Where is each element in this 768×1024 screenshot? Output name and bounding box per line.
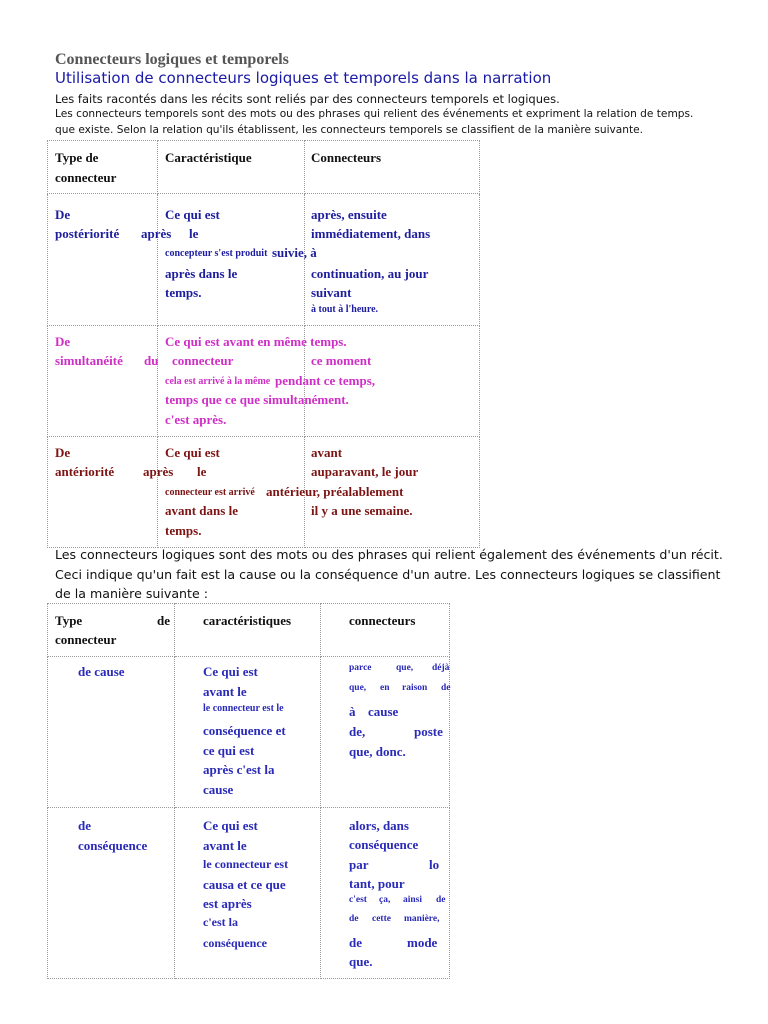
row-consequence-type [48,808,175,979]
cell-line: cause [203,782,234,797]
row-posteriority-characteristic [158,194,317,326]
cell-line: poste [414,724,443,739]
cell-line: causa et ce que [203,877,286,892]
row-cause-type [48,657,175,808]
row-consequence-characteristics [175,808,321,979]
cell-line: de [441,683,451,693]
cell-line: cette [372,914,391,924]
cell-line: simultanéité [55,353,123,368]
cell-line: ce moment [311,353,372,368]
row-consequence-connectors [321,808,450,979]
cell-line: immédiatement, dans [311,226,431,241]
header-cell-type [48,141,158,194]
header-type-word: Type [55,613,83,628]
logical-connectors-table [47,603,450,979]
table-row [48,326,480,437]
cell-line: que, [349,683,367,693]
cell-line: antériorité [55,464,115,479]
header-type-line-2: connecteur [55,170,117,185]
cell-line: après [143,464,174,479]
cell-line: Ce qui est [203,664,258,679]
cell-line: connecteur est arrivé [165,487,255,498]
cell-line: connecteur [172,353,234,368]
header-type-word: connecteur [55,632,117,647]
cell-line: De [55,334,71,349]
cell-line: de [349,935,362,950]
cell-line: ainsi [403,895,423,905]
cell-line: temps que ce que simultanément. [165,392,349,407]
page-subheading: Utilisation de connecteurs logiques et temporels dans la narration [55,69,552,87]
cell-line: manière, [404,914,440,924]
header-type-word: de [157,613,170,628]
cell-line: c'est [349,895,367,905]
row-anteriority-connectors [305,437,480,548]
middle-paragraph-line-1: Les connecteurs logiques sont des mots ou des phrases qui relient également des événements d'un récit. [55,547,723,562]
cell-line: temps. [165,285,202,300]
header-characteristic: Caractéristique [165,150,252,165]
intro-line-3: que existe. Selon la relation qu'ils établissent, les connecteurs temporels se classifient de la manière suivante. [55,124,644,136]
header-connectors: connecteurs [349,613,416,628]
cell-line: auparavant, le jour [311,464,419,479]
cell-line: Ce qui est [165,445,220,460]
cell-line: après, ensuite [311,207,387,222]
cell-line: que, donc. [349,744,406,759]
table-row [48,437,480,548]
cell-line: que, [396,663,414,673]
cell-line: à [349,704,356,719]
cell-line: c'est après. [165,412,227,427]
cell-line: postériorité [55,226,120,241]
header-cell-characteristic [158,141,305,194]
table-row [48,808,450,979]
cell-line: que. [349,954,373,969]
cell-line: le [189,226,199,241]
cell-line: conséquence et [203,723,286,738]
cell-line: cela est arrivé à la même [165,376,271,387]
cell-line: lo [429,857,440,872]
cell-line: avant dans le [165,503,238,518]
header-cell-type [48,604,175,657]
cell-line: alors, dans [349,818,409,833]
cell-line: parce [349,663,372,673]
intro-line-2: Les connecteurs temporels sont des mots ou des phrases qui relient des événements et expriment la relation de temps. [55,108,694,120]
cell-line: le connecteur est le [203,703,284,714]
header-cell-connectors [305,141,480,194]
cell-line: Ce qui est avant en même temps. [165,334,347,349]
table-row [48,657,450,808]
row-cause-connectors [321,657,450,808]
cell-line: raison [402,683,428,693]
cell-line: conséquence [78,838,148,853]
cell-line: il y a une semaine. [311,503,413,518]
cell-line: le connecteur est [203,857,289,871]
page-heading: Connecteurs logiques et temporels [55,51,289,68]
cell-line: après dans le [165,266,238,281]
cell-line: De [55,445,71,460]
middle-paragraph-line-2: Ceci indique qu'un fait est la cause ou la conséquence d'un autre. Les connecteurs logiques se classifient [55,567,721,582]
cell-line: conséquence [349,837,419,852]
cell-line: à tout à l'heure. [311,304,379,315]
header-cell-connectors [321,604,450,657]
table-header-row [48,141,480,194]
cell-line: déjà [432,663,450,673]
row-simultaneity-type [48,326,158,437]
cell-line: suivie, à [272,245,317,260]
cell-line: suivant [311,285,352,300]
temporal-connectors-table [47,140,480,548]
header-cell-characteristics [175,604,321,657]
cell-line: du [144,353,159,368]
cell-line: cause [368,704,399,719]
cell-line: Ce qui est [165,207,220,222]
cell-line: continuation, au jour [311,266,429,281]
row-cause-characteristics [175,657,321,808]
cell-line: c'est la [203,915,238,929]
cell-line: concepteur s'est produit [165,248,268,259]
middle-paragraph-line-3: de la manière suivante : [55,586,208,601]
header-characteristics: caractéristiques [203,613,292,628]
cell-line: avant [311,445,343,460]
cell-line: par [349,857,369,872]
cell-line: antérieur, préalablement [266,484,404,499]
cell-line: avant le [203,684,247,699]
cell-line: est après [203,896,252,911]
header-connectors: Connecteurs [311,150,382,165]
cell-line: ce qui est [203,743,255,758]
cell-line: mode [407,935,438,950]
intro-line-1: Les faits racontés dans les récits sont reliés par des connecteurs temporels et logiques. [55,92,560,106]
table-row [48,194,480,326]
cell-line: De [55,207,71,222]
row-simultaneity-connectors [305,326,480,437]
cell-line: avant le [203,838,247,853]
cell-line: Ce qui est [203,818,258,833]
header-type-line-1: Type de [55,150,99,165]
cell-line: le [197,464,207,479]
cell-line: ça, [379,895,391,905]
cell-line: de [349,914,359,924]
cell-line: temps. [165,523,202,538]
table-header-row [48,604,450,657]
cell-line: de [78,818,91,833]
cell-line: de cause [78,664,125,679]
cell-line: de, [349,724,366,739]
row-posteriority-connectors [305,194,480,326]
cell-line: pendant ce temps, [275,373,376,388]
cell-line: de [436,895,446,905]
cell-line: après c'est la [203,762,275,777]
cell-line: en [380,683,390,693]
cell-line: conséquence [203,936,267,950]
cell-line: tant, pour [349,876,405,891]
cell-line: après [141,226,172,241]
